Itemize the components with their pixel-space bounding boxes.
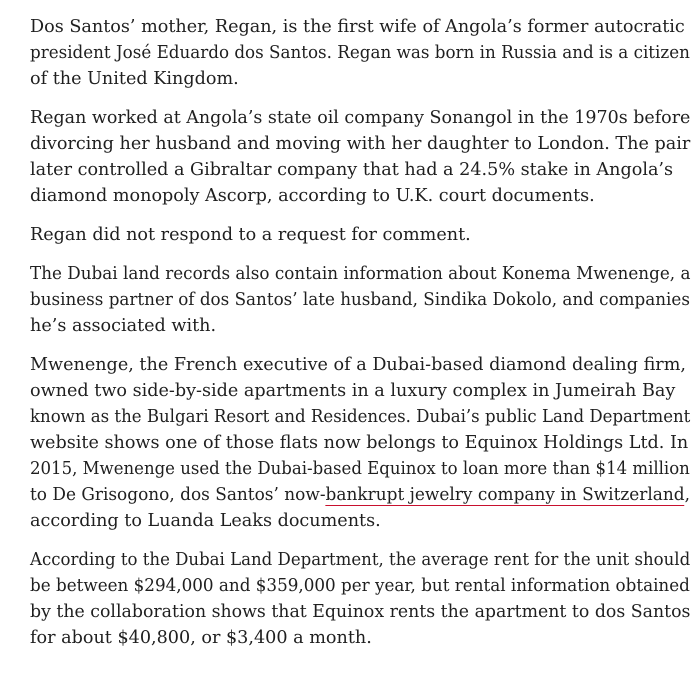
paragraph-regan-background — [30, 14, 690, 92]
text-before-link: to De Grisogono, dos Santos’ now- — [30, 485, 326, 505]
paragraph-regan-sonangol — [30, 105, 690, 209]
text-after-link: , — [684, 485, 691, 505]
paragraph-land-records — [30, 261, 690, 339]
text-line: according to Luanda Leaks documents. — [30, 511, 381, 531]
text-line: website shows one of those flats now belongs to Equinox Holdings Ltd. In — [30, 433, 689, 453]
text-line: known as the Bulgari Resort and Residences. Dubai’s public Land Department — [30, 407, 691, 427]
text-line: president José Eduardo dos Santos. Regan was born in Russia and is a citizen — [30, 43, 690, 63]
text-line: According to the Dubai Land Department, the average rent for the unit should — [30, 550, 691, 570]
text-line: Dos Santos’ mother, Regan, is the first wife of Angola’s former autocratic — [30, 17, 685, 37]
text-line: for about $40,800, or $3,400 a month. — [30, 628, 372, 648]
text-line: The Dubai land records also contain information about Konema Mwenenge, a — [30, 264, 691, 284]
text-line: Regan worked at Angola’s state oil company Sonangol in the 1970s before — [30, 108, 691, 128]
text-line: be between $294,000 and $359,000 per year, but rental information obtained — [30, 576, 690, 596]
text-line: owned two side-by-side apartments in a luxury complex in Jumeirah Bay — [30, 381, 676, 401]
text-line: Mwenenge, the French executive of a Dubai-based diamond dealing firm, — [30, 355, 686, 375]
text-line: divorcing her husband and moving with her daughter to London. The pair — [30, 134, 691, 154]
text-line: later controlled a Gibraltar company that had a 24.5% stake in Angola’s — [30, 160, 674, 180]
text-line: diamond monopoly Ascorp, according to U.K. court documents. — [30, 186, 595, 206]
article-body — [30, 14, 690, 664]
paragraph-mwenenge — [30, 352, 690, 534]
text-line: of the United Kingdom. — [30, 69, 239, 89]
text-line: he’s associated with. — [30, 316, 217, 336]
paragraph-regan-no-comment — [30, 222, 690, 248]
text-line: by the collaboration shows that Equinox rents the apartment to dos Santos — [30, 602, 691, 622]
bankrupt-jewelry-company-link[interactable]: bankrupt jewelry company in Switzerland — [325, 485, 685, 505]
text-line-with-link — [30, 482, 691, 508]
paragraph-rent — [30, 547, 690, 651]
text-line: 2015, Mwenenge used the Dubai-based Equinox to loan more than $14 million — [30, 459, 690, 479]
text-line: Regan did not respond to a request for comment. — [30, 225, 471, 245]
text-line: business partner of dos Santos’ late husband, Sindika Dokolo, and companies — [30, 290, 690, 310]
